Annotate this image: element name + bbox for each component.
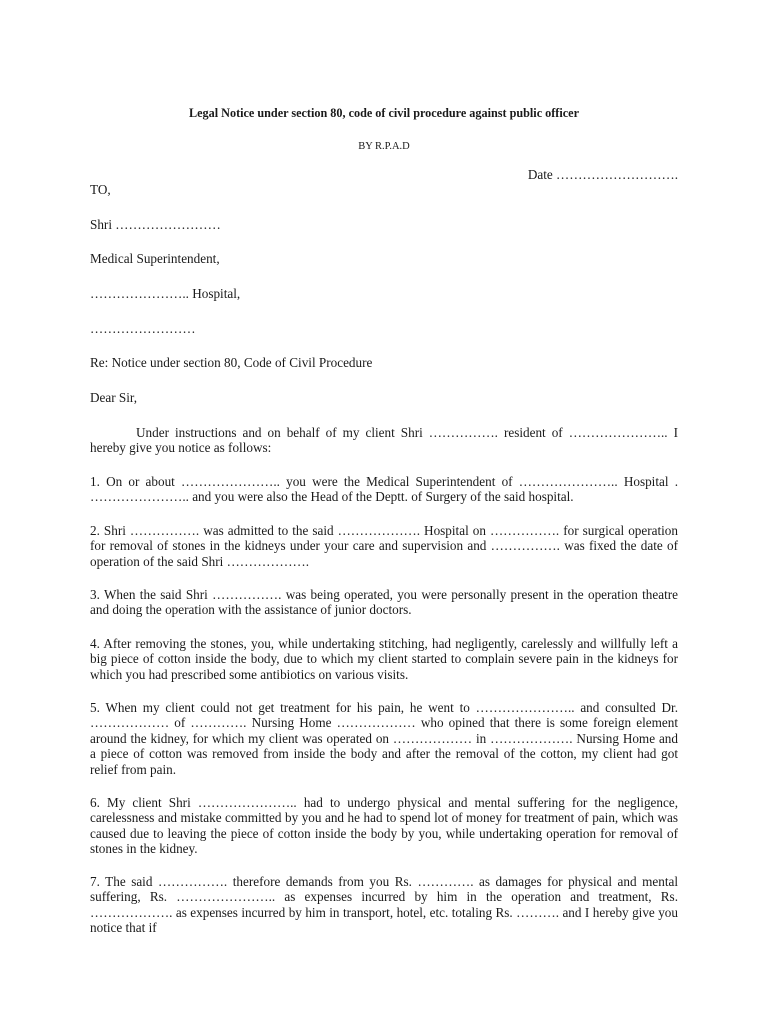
to-line: TO, [90,182,111,197]
delivery-mode: BY R.P.A.D [358,141,410,152]
paragraph-7: 7. The said ……………. therefore demands from you Rs. …………. as damages for physical and mental suffering, Rs. ………………….. as expenses incurred by him in the operation and treatment, Rs. ………………. as expenses incurred by him in transport, hotel, etc. totaling Rs. ………. and I hereby give you notice that if [90,874,678,936]
paragraph-3: 3. When the said Shri ……………. was being operated, you were personally present in the operation theatre and doing the operation with the assistance of junior doctors. [90,587,678,618]
notice-title: Legal Notice under section 80, code of civil procedure against public officer [189,106,579,120]
addressee-line: Shri …………………… [90,217,221,232]
intro-paragraph: Under instructions and on behalf of my client Shri ……………. resident of ………………….. I hereby give you notice as follows: [90,425,678,456]
subject-line: Re: Notice under section 80, Code of Civil Procedure [90,355,373,370]
designation-line: Medical Superintendent, [90,251,220,266]
paragraph-4: 4. After removing the stones, you, while undertaking stitching, had negligently, carelessly and willfully left a big piece of cotton inside the body, due to which my client started to complain severe pain in the kidneys for which you had prescribed some antibiotics on various visits. [90,636,678,682]
paragraph-5: 5. When my client could not get treatment for his pain, he went to ………………….. and consulted Dr. ……………… of …………. Nursing Home ……………… who opined that there is some foreign element around the kidney, for which my client was operated on ……………… in ………………. Nursing Home and a piece of cotton was removed from inside the body and after the removal of the cotton, my client had got relief from pain. [90,700,678,777]
notice-date: Date ………………………. [527,167,678,182]
paragraph-6: 6. My client Shri ………………….. had to undergo physical and mental suffering for the negligence, carelessness and mistake committed by you and he had to spend lot of money for treatment of pain, which was caused due to leaving the piece of cotton inside the body by you, while undertaking operation for removal of stones in the kidney. [90,795,678,857]
salutation: Dear Sir, [90,390,138,405]
paragraph-1: 1. On or about ………………….. you were the Medical Superintendent of ………………….. Hospital . ………………….. and you were also the Head of the Deptt. of Surgery of the said hospital. [90,474,678,505]
paragraph-2: 2. Shri ……………. was admitted to the said ………………. Hospital on ……………. for surgical operation for removal of stones in the kidneys under your care and supervision and ……………. was fixed the date of operation of the said Shri ………………. [90,523,678,569]
address-line: …………………… [90,321,196,336]
hospital-line: ………………….. Hospital, [90,286,241,301]
